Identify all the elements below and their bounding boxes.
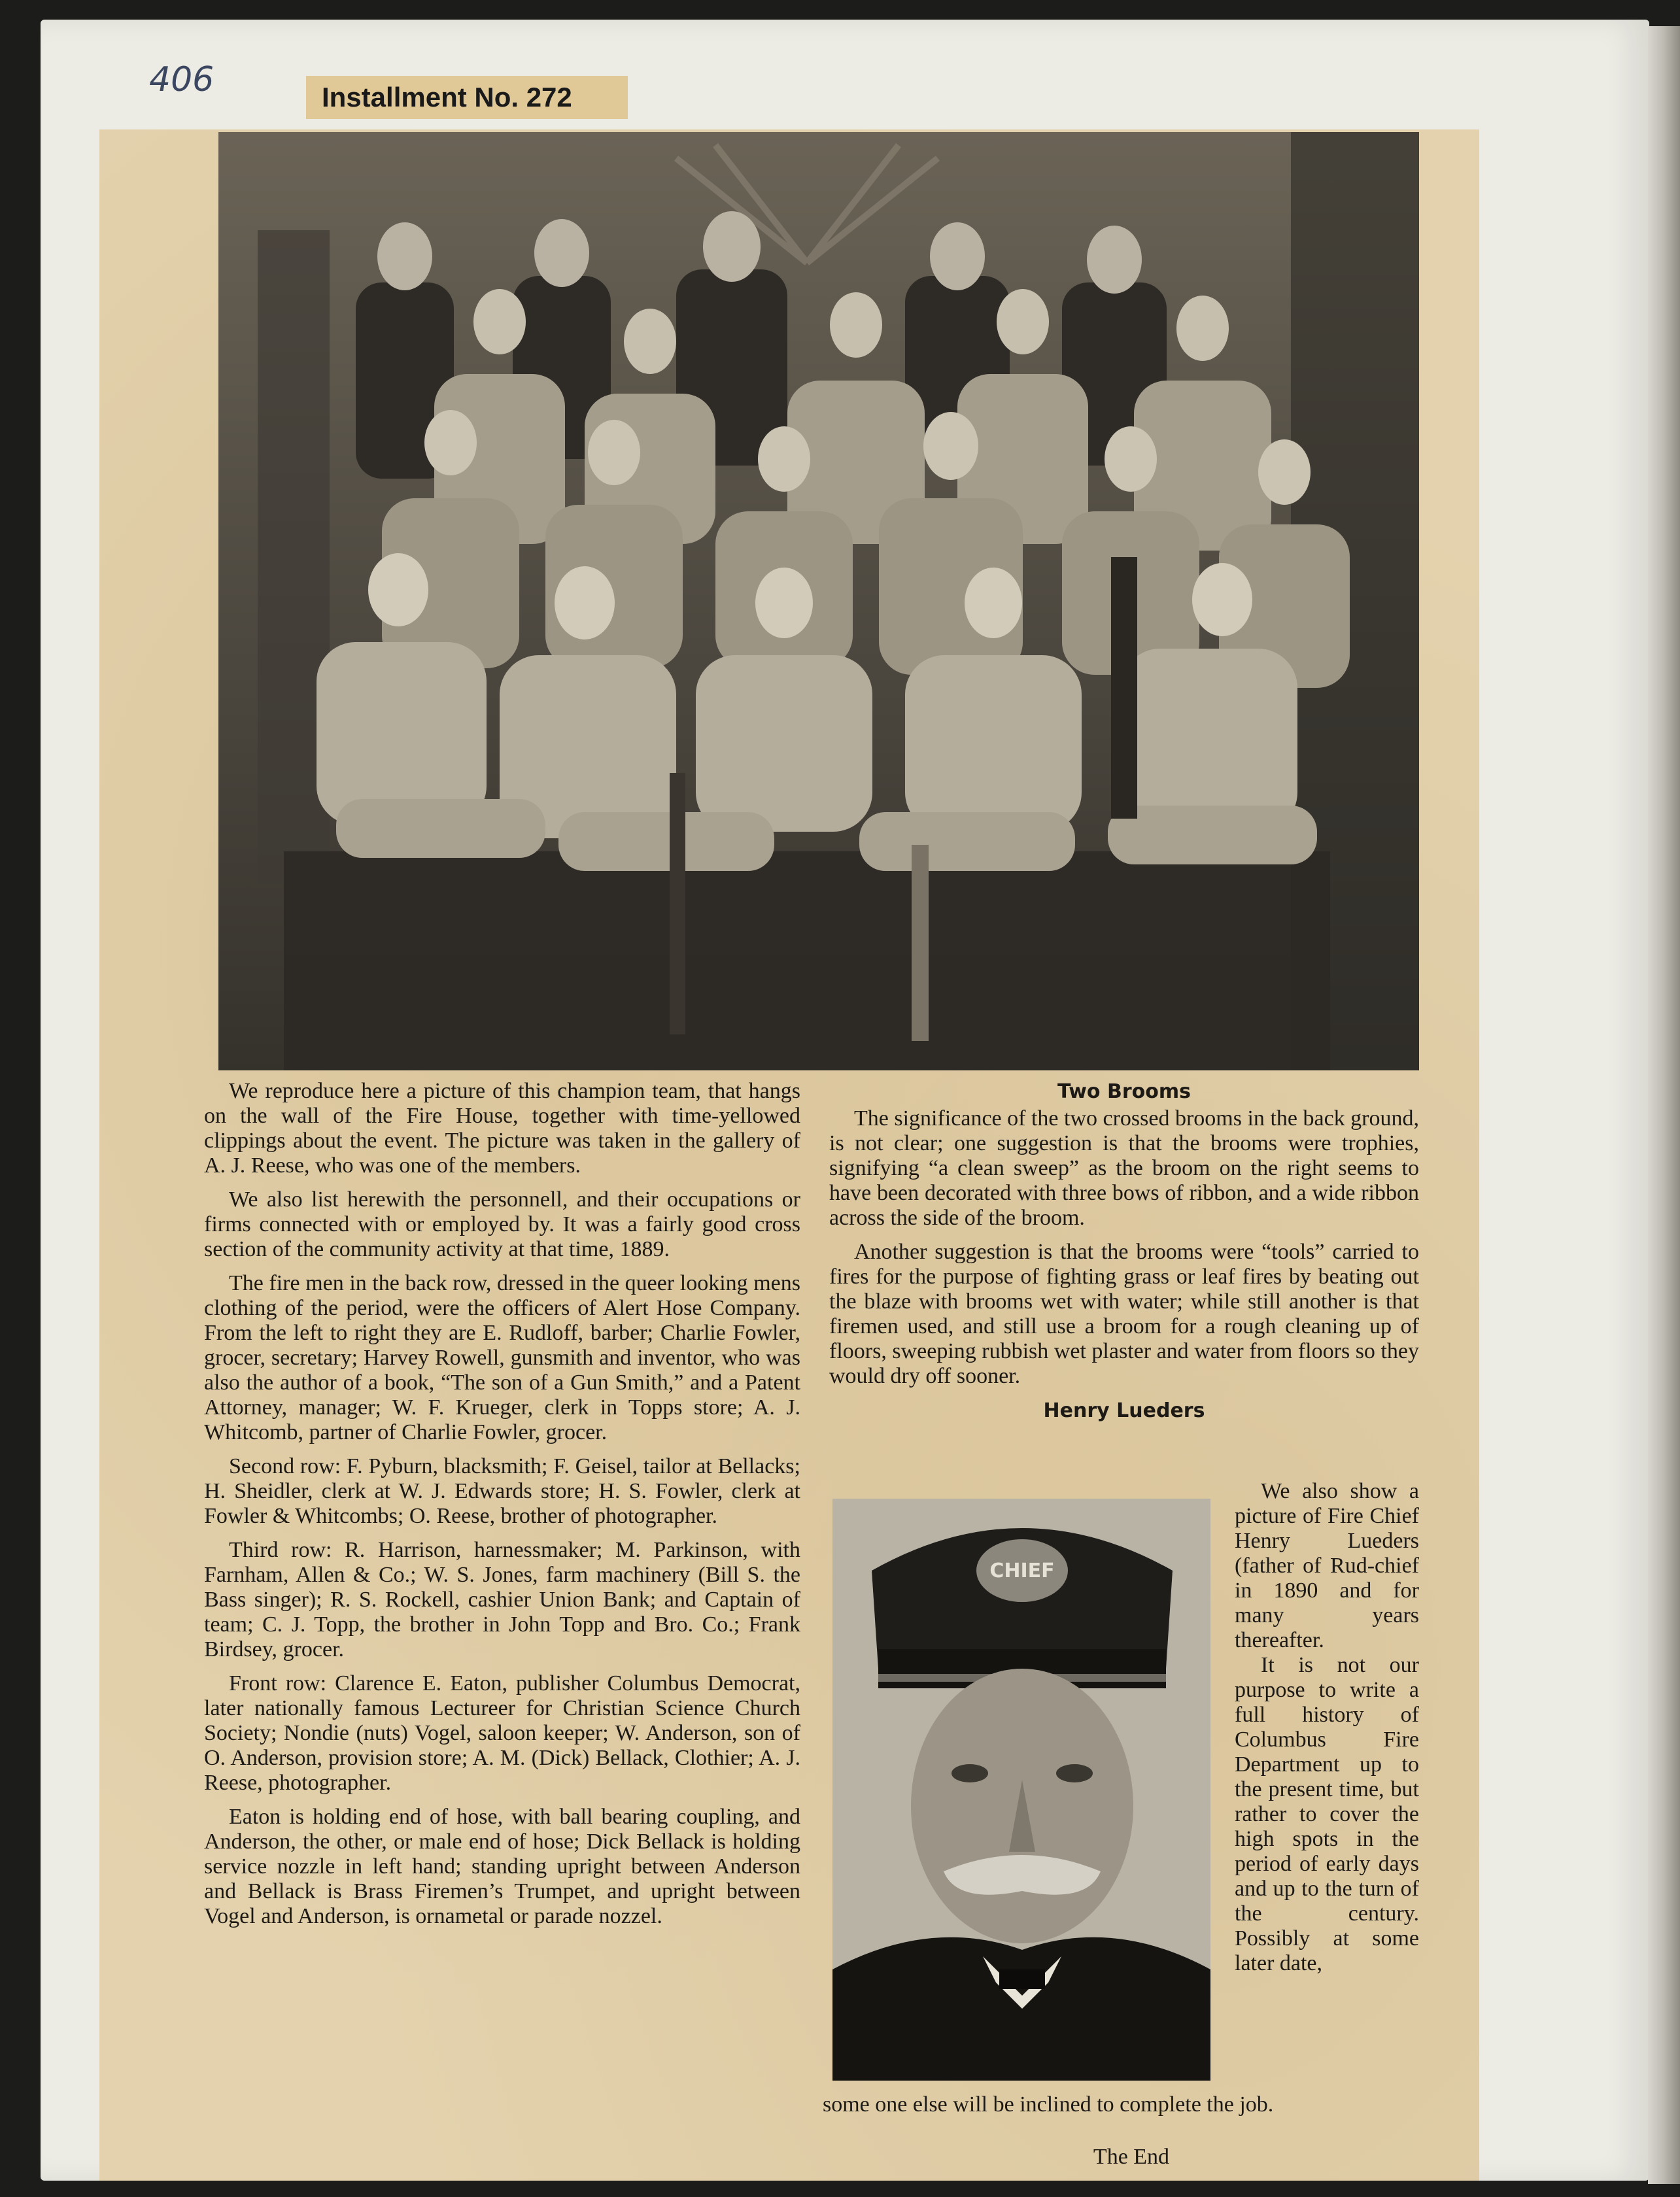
the-end: The End bbox=[1093, 2145, 1170, 2169]
lueders-side-text bbox=[1235, 1479, 1419, 1976]
paragraph-back-row: The fire men in the back row, dressed in the queer looking mens clothing of the period, were the officers of Alert Hose Company. From the left to right they are E. Rudloff, barber; Charlie Fowler, grocer, secretary; Harvey Rowell, gunsmith and inventor, who was also the author of a book, “The son of a Gun Smith,” and a Patent Attorney, manager; W. F. Krueger, clerk in Topps store; A. J. Whitcomb, partner of Charlie Fowler, grocer. bbox=[204, 1271, 800, 1444]
page-edge bbox=[1648, 26, 1680, 2184]
right-column bbox=[829, 1079, 1419, 1425]
cap-badge-text: CHIEF bbox=[989, 1559, 1055, 1582]
paragraph-front-row: Front row: Clarence E. Eaton, publisher Columbus Democrat, later nationally famous Lectureer for Christian Science Church Society; Nondie (nuts) Vogel, saloon keeper; W. Anderson, son of O. Anderson, provision store; A. M. (Dick) Bellack, Clothier; A. J. Reese, photographer. bbox=[204, 1671, 800, 1795]
paragraph-personnel: We also list herewith the personnell, and their occupations or firms connected with or employed by. It was a fairly good cross section of the community activity at that time, 1889. bbox=[204, 1187, 800, 1261]
paragraph-lueders-tail: some one else will be inclined to complete the job. bbox=[823, 2092, 1274, 2117]
installment-label: Installment No. 272 bbox=[306, 76, 628, 119]
paragraph-brooms-2: Another suggestion is that the brooms were “tools” carried to fires for the purpose of fighting grass or leaf fires by beating out the blaze with brooms wet with water; while still another is that firemen used, and still use a broom for a rough cleaning up of floors, sweeping rubbish wet plaster and water from floors so they would dry off sooner. bbox=[829, 1240, 1419, 1388]
paragraph-second-row: Second row: F. Pyburn, blacksmith; F. Geisel, tailor at Bellacks; H. Sheidler, clerk at W. J. Edwards store; H. S. Fowler, clerk at Fowler & Whitcombs; O. Reese, brother of photographer. bbox=[204, 1454, 800, 1528]
paragraph-lueders-1: We also show a picture of Fire Chief Henry Lueders (father of Rud-chief in 1890 and for many years thereafter. bbox=[1235, 1479, 1419, 1652]
paragraph-lueders-2: It is not our purpose to write a full history of Columbus Fire Department up to the present time, but rather to cover the high spots in the period of early days and up to the turn of the century. Possibly at some later date, bbox=[1235, 1653, 1419, 1975]
paragraph-brooms-1: The significance of the two crossed brooms in the back ground, is not clear; one suggestion is that the brooms were trophies, signifying “a clean sweep” as the broom on the right seems to have been decorated with three bows of ribbon, and a wide ribbon across the side of the broom. bbox=[829, 1106, 1419, 1230]
team-photograph-image bbox=[218, 132, 1419, 1070]
page-number: 406 bbox=[149, 60, 214, 99]
left-column bbox=[204, 1079, 800, 1938]
paragraph-intro: We reproduce here a picture of this champion team, that hangs on the wall of the Fire House, together with time-yellowed clippings about the event. The picture was taken in the gallery of A. J. Reese, who was one of the members. bbox=[204, 1079, 800, 1178]
paragraph-equipment: Eaton is holding end of hose, with ball bearing coupling, and Anderson, the other, or male end of hose; Dick Bellack is holding service nozzle in left hand; standing upright between Anderson and Bellack is Brass Firemen’s Trumpet, and upright between Vogel and Anderson, is ornametal or parade nozzel. bbox=[204, 1805, 800, 1928]
paragraph-third-row: Third row: R. Harrison, harnessmaker; M. Parkinson, with Farnham, Allen & Co.; W. S. Jones, farm machinery (Bill S. the Bass singer); R. S. Rockell, cashier Union Bank; and Captain of team; C. J. Topp, the brother in John Topp and Bro. Co.; Frank Birdsey, grocer. bbox=[204, 1538, 800, 1661]
henry-lueders-portrait-image bbox=[832, 1499, 1210, 2081]
team-photograph bbox=[218, 132, 1419, 1070]
two-brooms-heading: Two Brooms bbox=[1057, 1080, 1191, 1103]
henry-lueders-portrait bbox=[832, 1499, 1210, 2081]
henry-lueders-heading: Henry Lueders bbox=[1043, 1399, 1205, 1422]
